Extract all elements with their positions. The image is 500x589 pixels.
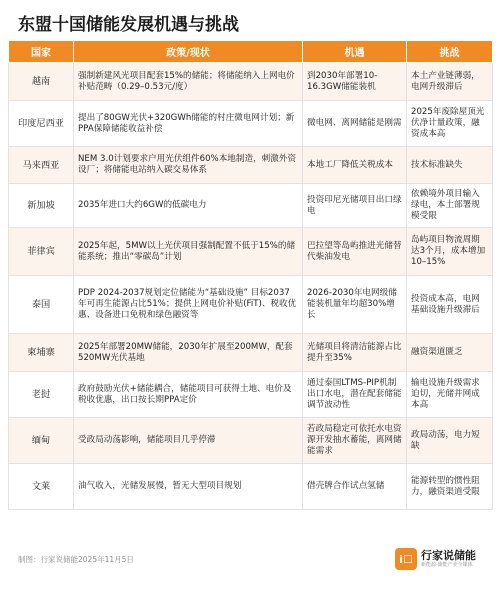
cell-challenge: 依赖境外项目输入绿电，本土部署规模受限: [407, 184, 493, 228]
cell-opportunity: 到2030年部署10-16.3GW储能装机: [303, 63, 407, 101]
asean-storage-table: [8, 40, 493, 510]
header-challenge: 挑战: [407, 41, 493, 63]
cell-country: 越南: [9, 63, 74, 101]
brand-name: 行家说储能: [421, 549, 476, 562]
cell-opportunity: 光储项目将清洁能源占比提升至35%: [303, 334, 407, 372]
table-row: [9, 418, 493, 464]
cell-opportunity: 巴拉望等岛屿推进光储替代柴油发电: [303, 228, 407, 276]
cell-opportunity: 通过泰国LTMS-PIP机制出口水电，潜在配套储能调节波动性: [303, 372, 407, 418]
cell-challenge: 2025年废除屋顶光伏净计量政策，融资成本高: [407, 101, 493, 147]
table-row: [9, 184, 493, 228]
cell-policy: PDP 2024-2037规划定位储能为“基础设施” 目标2037年可再生能源占比51%；提供上网电价补贴(FiT)、税收优惠、设备进口免税和绿色融资等: [74, 276, 303, 334]
cell-country: 新加坡: [9, 184, 74, 228]
table-row: [9, 147, 493, 184]
cell-country: 印度尼西亚: [9, 101, 74, 147]
cell-policy: 2035年进口大约6GW的低碳电力: [74, 184, 303, 228]
table-row: [9, 334, 493, 372]
table-header-row: [9, 41, 493, 63]
cell-challenge: 融资渠道匮乏: [407, 334, 493, 372]
table-row: [9, 372, 493, 418]
cell-country: 文莱: [9, 464, 74, 510]
brand-logo-icon: i☐: [395, 548, 417, 570]
cell-opportunity: 2026-2030年电网级储能装机量年均超30%增长: [303, 276, 407, 334]
cell-opportunity: 微电网、离网储能是刚需: [303, 101, 407, 147]
source-note: 制图：行家说储能2025年11月5日: [18, 555, 134, 564]
cell-challenge: 投资成本高，电网基础设施升级滞后: [407, 276, 493, 334]
cell-policy: 政府鼓励光伏+储能耦合，储能项目可获得土地、电价及税收优惠，出口按长期PPA定价: [74, 372, 303, 418]
cell-country: 马来西亚: [9, 147, 74, 184]
brand-logo: [395, 548, 476, 570]
table-row: [9, 101, 493, 147]
cell-policy: 受政局动荡影响，储能项目几乎停滞: [74, 418, 303, 464]
header-country: 国家: [9, 41, 74, 63]
cell-country: 泰国: [9, 276, 74, 334]
cell-policy: 强制新建风光项目配套15%的储能；将储能纳入上网电价补贴范畴（0.29–0.53元/度）: [74, 63, 303, 101]
cell-challenge: 本土产业链薄弱，电网升级滞后: [407, 63, 493, 101]
cell-challenge: 岛屿项目物流周期达3个月，成本增加10–15%: [407, 228, 493, 276]
cell-policy: 2025年起，5MW以上光伏项目强制配置不低于15%的储能系统；推出“零碳岛”计划: [74, 228, 303, 276]
cell-opportunity: 本地工厂降低关税成本: [303, 147, 407, 184]
cell-challenge: 技术标准缺失: [407, 147, 493, 184]
cell-challenge: 能源转型的惯性阻力，融资渠道受限: [407, 464, 493, 510]
brand-tagline: 新能源·储能产业全媒体: [421, 562, 473, 568]
cell-challenge: 政局动荡，电力短缺: [407, 418, 493, 464]
cell-opportunity: 借壳牌合作试点氢储: [303, 464, 407, 510]
cell-policy: NEM 3.0计划要求户用光伏组件60%本地制造，刺激外资设厂；将储能电站纳入碳交易体系: [74, 147, 303, 184]
cell-country: 柬埔寨: [9, 334, 74, 372]
page-title: 东盟十国储能发展机遇与挑战: [18, 15, 239, 35]
table-row: [9, 63, 493, 101]
cell-opportunity: 投资印尼光储项目出口绿电: [303, 184, 407, 228]
table-row: [9, 464, 493, 510]
cell-country: 菲律宾: [9, 228, 74, 276]
cell-challenge: 输电设施升级需求迫切，光储并网成本高: [407, 372, 493, 418]
cell-policy: 2025年部署20MW储能，2030年扩展至200MW，配套520MW光伏基地: [74, 334, 303, 372]
cell-country: 缅甸: [9, 418, 74, 464]
cell-policy: 提出了80GW光伏+320GWh储能的村庄微电网计划；新PPA保障储能收益补偿: [74, 101, 303, 147]
cell-policy: 油气收入，光储发展慢，暂无大型项目规划: [74, 464, 303, 510]
table-row: [9, 228, 493, 276]
cell-country: 老挝: [9, 372, 74, 418]
cell-opportunity: 若政局稳定可依托水电资源开发抽水蓄能，离网储能需求: [303, 418, 407, 464]
header-policy: 政策/现状: [74, 41, 303, 63]
table-row: [9, 276, 493, 334]
header-opportunity: 机遇: [303, 41, 407, 63]
